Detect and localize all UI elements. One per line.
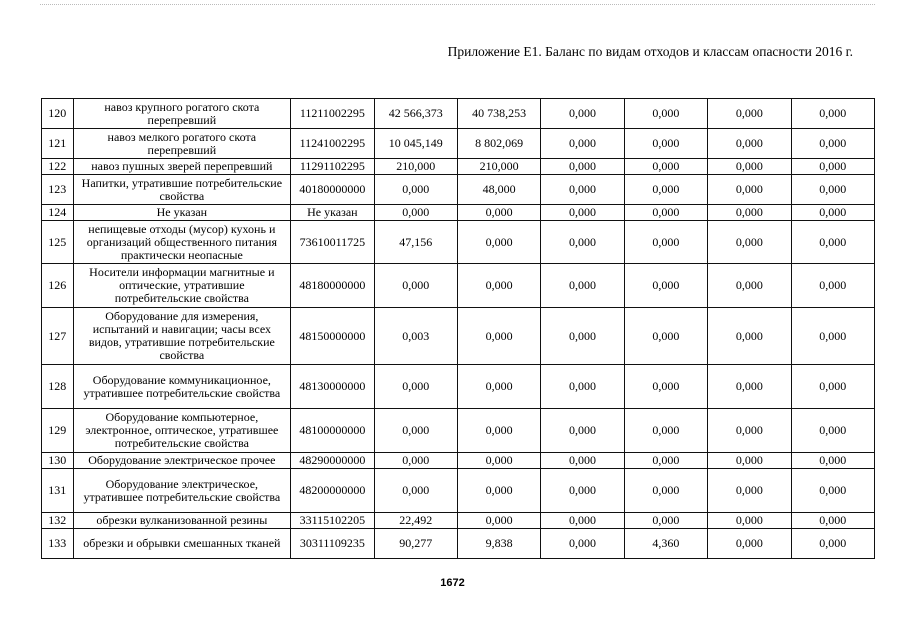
row-number-cell: 123 <box>42 175 74 205</box>
value-cell-6: 0,000 <box>791 205 874 221</box>
waste-name-cell: обрезки вулканизованной резины <box>73 513 291 529</box>
value-cell-6: 0,000 <box>791 409 874 453</box>
value-cell-4: 0,000 <box>624 365 707 409</box>
value-cell-3: 0,000 <box>541 513 624 529</box>
value-cell-4: 0,000 <box>624 453 707 469</box>
document-title: Приложение Е1. Баланс по видам отходов и классам опасности 2016 г. <box>447 44 853 59</box>
waste-name-cell: Носители информации магнитные и оптические, утратившие потребительские свойства <box>73 264 291 308</box>
value-cell-3: 0,000 <box>541 308 624 365</box>
table-row <box>42 365 875 409</box>
value-cell-2: 8 802,069 <box>457 129 540 159</box>
fkko-code-cell: 33115102205 <box>291 513 374 529</box>
fkko-code-cell: 40180000000 <box>291 175 374 205</box>
fkko-code-cell: 11211002295 <box>291 99 374 129</box>
value-cell-3: 0,000 <box>541 264 624 308</box>
value-cell-4: 4,360 <box>624 529 707 559</box>
value-cell-4: 0,000 <box>624 129 707 159</box>
value-cell-2: 0,000 <box>457 221 540 264</box>
table-row <box>42 453 875 469</box>
value-cell-5: 0,000 <box>708 513 791 529</box>
value-cell-1: 0,000 <box>374 453 457 469</box>
value-cell-5: 0,000 <box>708 205 791 221</box>
table-row <box>42 129 875 159</box>
value-cell-2: 40 738,253 <box>457 99 540 129</box>
value-cell-5: 0,000 <box>708 159 791 175</box>
table-row <box>42 409 875 453</box>
row-number-cell: 129 <box>42 409 74 453</box>
value-cell-3: 0,000 <box>541 453 624 469</box>
row-number-cell: 124 <box>42 205 74 221</box>
value-cell-3: 0,000 <box>541 129 624 159</box>
value-cell-4: 0,000 <box>624 469 707 513</box>
value-cell-6: 0,000 <box>791 159 874 175</box>
value-cell-1: 210,000 <box>374 159 457 175</box>
value-cell-3: 0,000 <box>541 469 624 513</box>
value-cell-1: 22,492 <box>374 513 457 529</box>
table-row <box>42 221 875 264</box>
table-row <box>42 159 875 175</box>
fkko-code-cell: 48150000000 <box>291 308 374 365</box>
waste-name-cell: Напитки, утратившие потребительские свойства <box>73 175 291 205</box>
waste-name-cell: непищевые отходы (мусор) кухонь и организаций общественного питания практически неопасные <box>73 221 291 264</box>
value-cell-2: 0,000 <box>457 409 540 453</box>
value-cell-1: 90,277 <box>374 529 457 559</box>
value-cell-5: 0,000 <box>708 99 791 129</box>
value-cell-1: 0,000 <box>374 264 457 308</box>
value-cell-3: 0,000 <box>541 159 624 175</box>
table-row <box>42 513 875 529</box>
value-cell-2: 210,000 <box>457 159 540 175</box>
table-row <box>42 175 875 205</box>
value-cell-3: 0,000 <box>541 409 624 453</box>
value-cell-1: 0,000 <box>374 205 457 221</box>
value-cell-2: 0,000 <box>457 513 540 529</box>
fkko-code-cell: 30311109235 <box>291 529 374 559</box>
value-cell-1: 0,000 <box>374 175 457 205</box>
value-cell-5: 0,000 <box>708 129 791 159</box>
value-cell-2: 0,000 <box>457 205 540 221</box>
page-number: 1672 <box>440 577 465 589</box>
value-cell-6: 0,000 <box>791 469 874 513</box>
value-cell-1: 0,000 <box>374 365 457 409</box>
value-cell-5: 0,000 <box>708 453 791 469</box>
fkko-code-cell: 48130000000 <box>291 365 374 409</box>
value-cell-6: 0,000 <box>791 365 874 409</box>
row-number-cell: 120 <box>42 99 74 129</box>
row-number-cell: 132 <box>42 513 74 529</box>
value-cell-5: 0,000 <box>708 308 791 365</box>
value-cell-5: 0,000 <box>708 221 791 264</box>
value-cell-5: 0,000 <box>708 529 791 559</box>
value-cell-5: 0,000 <box>708 409 791 453</box>
table-row <box>42 205 875 221</box>
value-cell-1: 0,000 <box>374 469 457 513</box>
value-cell-4: 0,000 <box>624 205 707 221</box>
value-cell-5: 0,000 <box>708 175 791 205</box>
waste-name-cell: навоз мелкого рогатого скота перепревший <box>73 129 291 159</box>
fkko-code-cell: Не указан <box>291 205 374 221</box>
table-row <box>42 469 875 513</box>
waste-name-cell: Оборудование компьютерное, электронное, оптическое, утратившее потребительские свойства <box>73 409 291 453</box>
waste-name-cell: Оборудование электрическое прочее <box>73 453 291 469</box>
value-cell-4: 0,000 <box>624 409 707 453</box>
value-cell-3: 0,000 <box>541 221 624 264</box>
value-cell-4: 0,000 <box>624 99 707 129</box>
waste-name-cell: Оборудование коммуникационное, утратившее потребительские свойства <box>73 365 291 409</box>
row-number-cell: 125 <box>42 221 74 264</box>
waste-name-cell: навоз пушных зверей перепревший <box>73 159 291 175</box>
value-cell-4: 0,000 <box>624 159 707 175</box>
value-cell-3: 0,000 <box>541 365 624 409</box>
table-row <box>42 264 875 308</box>
waste-name-cell: навоз крупного рогатого скота перепревший <box>73 99 291 129</box>
value-cell-6: 0,000 <box>791 513 874 529</box>
waste-name-cell: обрезки и обрывки смешанных тканей <box>73 529 291 559</box>
value-cell-2: 48,000 <box>457 175 540 205</box>
fkko-code-cell: 48200000000 <box>291 469 374 513</box>
value-cell-1: 42 566,373 <box>374 99 457 129</box>
value-cell-1: 10 045,149 <box>374 129 457 159</box>
row-number-cell: 128 <box>42 365 74 409</box>
fkko-code-cell: 73610011725 <box>291 221 374 264</box>
waste-balance-table <box>41 98 875 559</box>
value-cell-4: 0,000 <box>624 175 707 205</box>
value-cell-6: 0,000 <box>791 99 874 129</box>
value-cell-4: 0,000 <box>624 308 707 365</box>
value-cell-6: 0,000 <box>791 221 874 264</box>
row-number-cell: 126 <box>42 264 74 308</box>
value-cell-5: 0,000 <box>708 469 791 513</box>
table-body <box>42 99 875 559</box>
value-cell-1: 0,000 <box>374 409 457 453</box>
value-cell-4: 0,000 <box>624 513 707 529</box>
value-cell-1: 0,003 <box>374 308 457 365</box>
row-number-cell: 130 <box>42 453 74 469</box>
value-cell-4: 0,000 <box>624 264 707 308</box>
fkko-code-cell: 48180000000 <box>291 264 374 308</box>
value-cell-6: 0,000 <box>791 175 874 205</box>
waste-name-cell: Не указан <box>73 205 291 221</box>
value-cell-2: 0,000 <box>457 308 540 365</box>
table-row <box>42 99 875 129</box>
value-cell-3: 0,000 <box>541 205 624 221</box>
value-cell-5: 0,000 <box>708 264 791 308</box>
value-cell-4: 0,000 <box>624 221 707 264</box>
value-cell-6: 0,000 <box>791 453 874 469</box>
row-number-cell: 121 <box>42 129 74 159</box>
value-cell-1: 47,156 <box>374 221 457 264</box>
row-number-cell: 133 <box>42 529 74 559</box>
fkko-code-cell: 48290000000 <box>291 453 374 469</box>
value-cell-6: 0,000 <box>791 529 874 559</box>
value-cell-6: 0,000 <box>791 129 874 159</box>
value-cell-3: 0,000 <box>541 99 624 129</box>
value-cell-2: 0,000 <box>457 469 540 513</box>
table-row <box>42 529 875 559</box>
value-cell-3: 0,000 <box>541 529 624 559</box>
waste-name-cell: Оборудование для измерения, испытаний и навигации; часы всех видов, утратившие потребительские свойства <box>73 308 291 365</box>
value-cell-2: 9,838 <box>457 529 540 559</box>
value-cell-3: 0,000 <box>541 175 624 205</box>
row-number-cell: 122 <box>42 159 74 175</box>
waste-name-cell: Оборудование электрическое, утратившее потребительские свойства <box>73 469 291 513</box>
row-number-cell: 127 <box>42 308 74 365</box>
table-row <box>42 308 875 365</box>
value-cell-6: 0,000 <box>791 264 874 308</box>
scan-edge-artifact <box>40 4 875 6</box>
fkko-code-cell: 11291102295 <box>291 159 374 175</box>
value-cell-5: 0,000 <box>708 365 791 409</box>
row-number-cell: 131 <box>42 469 74 513</box>
value-cell-2: 0,000 <box>457 264 540 308</box>
value-cell-2: 0,000 <box>457 453 540 469</box>
value-cell-6: 0,000 <box>791 308 874 365</box>
fkko-code-cell: 48100000000 <box>291 409 374 453</box>
fkko-code-cell: 11241002295 <box>291 129 374 159</box>
value-cell-2: 0,000 <box>457 365 540 409</box>
